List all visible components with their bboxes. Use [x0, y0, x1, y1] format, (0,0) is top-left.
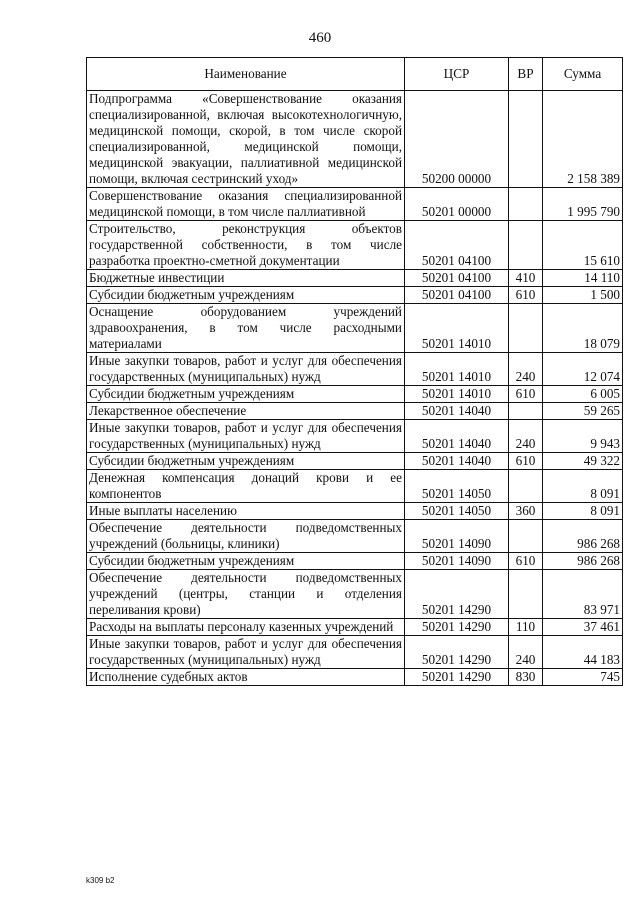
row-name: Иные выплаты населению — [87, 503, 405, 520]
row-name: Оснащение оборудованием учреждений здравоохранения, в том числе расходными материалами — [87, 304, 405, 353]
row-sum: 1 500 — [543, 287, 623, 304]
row-sum: 12 074 — [543, 353, 623, 386]
row-csr: 50201 04100 — [405, 221, 509, 270]
row-name: Субсидии бюджетным учреждениям — [87, 386, 405, 403]
row-vr — [509, 221, 543, 270]
row-csr: 50201 04100 — [405, 287, 509, 304]
row-name: Строительство, реконструкция объектов государственной собственности, в том числе разработка проектно-сметной документации — [87, 221, 405, 270]
header-vr: ВР — [509, 58, 543, 91]
page-number: 460 — [308, 30, 332, 46]
row-csr: 50200 00000 — [405, 91, 509, 188]
row-vr — [509, 470, 543, 503]
row-sum: 2 158 389 — [543, 91, 623, 188]
row-csr: 50201 14290 — [405, 669, 509, 686]
row-csr: 50201 00000 — [405, 188, 509, 221]
table-row — [87, 520, 623, 553]
row-vr — [509, 570, 543, 619]
row-sum: 83 971 — [543, 570, 623, 619]
table-row — [87, 619, 623, 636]
row-vr — [509, 188, 543, 221]
table-row — [87, 470, 623, 503]
table-row — [87, 304, 623, 353]
row-vr: 610 — [509, 287, 543, 304]
row-name: Бюджетные инвестиции — [87, 270, 405, 287]
row-sum: 986 268 — [543, 520, 623, 553]
row-csr: 50201 14040 — [405, 420, 509, 453]
budget-table — [86, 57, 623, 686]
row-vr: 830 — [509, 669, 543, 686]
row-sum: 9 943 — [543, 420, 623, 453]
row-sum: 59 265 — [543, 403, 623, 420]
row-vr: 610 — [509, 553, 543, 570]
row-csr: 50201 04100 — [405, 270, 509, 287]
row-sum: 8 091 — [543, 503, 623, 520]
row-vr: 610 — [509, 453, 543, 470]
row-name: Субсидии бюджетным учреждениям — [87, 553, 405, 570]
row-csr: 50201 14050 — [405, 503, 509, 520]
row-name: Иные закупки товаров, работ и услуг для обеспечения государственных (муниципальных) нужд — [87, 353, 405, 386]
row-name: Иные закупки товаров, работ и услуг для обеспечения государственных (муниципальных) нужд — [87, 420, 405, 453]
row-name: Обеспечение деятельности подведомственных учреждений (центры, станции и отделения переливания крови) — [87, 570, 405, 619]
row-name: Денежная компенсация донаций крови и ее компонентов — [87, 470, 405, 503]
header-sum: Сумма — [543, 58, 623, 91]
table-row — [87, 353, 623, 386]
row-sum: 18 079 — [543, 304, 623, 353]
row-name: Подпрограмма «Совершенствование оказания специализированной, включая высокотехнологичную, медицинской помощи, скорой, в том числе скорой специализированной, медицинской помощи, медицинской эвакуации, паллиативной медицинской помощи, включая сестринский уход» — [87, 91, 405, 188]
table-row — [87, 669, 623, 686]
footer-code: k309 b2 — [86, 876, 115, 885]
table-row — [87, 386, 623, 403]
row-csr: 50201 14090 — [405, 520, 509, 553]
row-csr: 50201 14040 — [405, 403, 509, 420]
row-name: Субсидии бюджетным учреждениям — [87, 453, 405, 470]
row-csr: 50201 14010 — [405, 304, 509, 353]
row-vr: 110 — [509, 619, 543, 636]
row-sum: 14 110 — [543, 270, 623, 287]
row-sum: 986 268 — [543, 553, 623, 570]
row-vr: 410 — [509, 270, 543, 287]
table-row — [87, 188, 623, 221]
row-vr — [509, 520, 543, 553]
row-name: Расходы на выплаты персоналу казенных учреждений — [87, 619, 405, 636]
row-vr: 610 — [509, 386, 543, 403]
row-name: Исполнение судебных актов — [87, 669, 405, 686]
row-vr: 240 — [509, 420, 543, 453]
row-name: Совершенствование оказания специализированной медицинской помощи, в том числе паллиативной — [87, 188, 405, 221]
table-row — [87, 420, 623, 453]
row-sum: 49 322 — [543, 453, 623, 470]
row-csr: 50201 14040 — [405, 453, 509, 470]
row-sum: 44 183 — [543, 636, 623, 669]
row-vr — [509, 403, 543, 420]
row-name: Лекарственное обеспечение — [87, 403, 405, 420]
table-row — [87, 570, 623, 619]
table-row — [87, 91, 623, 188]
table-row — [87, 403, 623, 420]
table-row — [87, 453, 623, 470]
row-sum: 745 — [543, 669, 623, 686]
row-csr: 50201 14010 — [405, 353, 509, 386]
row-name: Субсидии бюджетным учреждениям — [87, 287, 405, 304]
row-csr: 50201 14290 — [405, 570, 509, 619]
row-csr: 50201 14050 — [405, 470, 509, 503]
row-sum: 6 005 — [543, 386, 623, 403]
row-sum: 15 610 — [543, 221, 623, 270]
row-sum: 8 091 — [543, 470, 623, 503]
row-sum: 1 995 790 — [543, 188, 623, 221]
row-vr: 240 — [509, 636, 543, 669]
table-row — [87, 221, 623, 270]
row-sum: 37 461 — [543, 619, 623, 636]
row-name: Иные закупки товаров, работ и услуг для обеспечения государственных (муниципальных) нужд — [87, 636, 405, 669]
table-row — [87, 553, 623, 570]
row-csr: 50201 14090 — [405, 553, 509, 570]
row-vr — [509, 304, 543, 353]
row-vr: 360 — [509, 503, 543, 520]
table-row — [87, 636, 623, 669]
header-csr: ЦСР — [405, 58, 509, 91]
row-csr: 50201 14290 — [405, 619, 509, 636]
row-name: Обеспечение деятельности подведомственных учреждений (больницы, клиники) — [87, 520, 405, 553]
table-row — [87, 270, 623, 287]
row-vr: 240 — [509, 353, 543, 386]
table-row — [87, 287, 623, 304]
row-csr: 50201 14010 — [405, 386, 509, 403]
row-vr — [509, 91, 543, 188]
table-row — [87, 503, 623, 520]
table-header-row — [87, 58, 623, 91]
row-csr: 50201 14290 — [405, 636, 509, 669]
header-name: Наименование — [87, 58, 405, 91]
